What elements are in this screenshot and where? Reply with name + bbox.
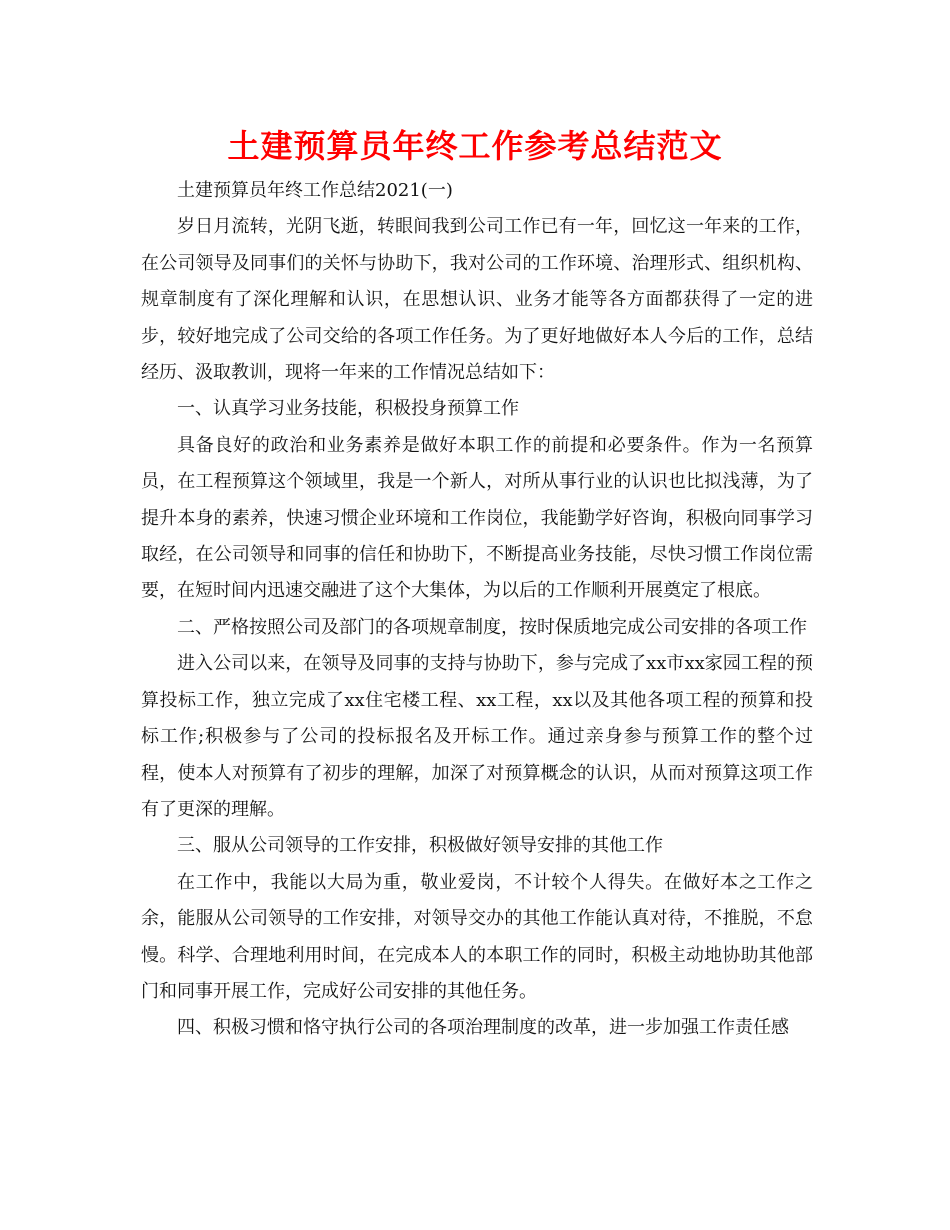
paragraph: 土建预算员年终工作总结2021(一)	[177, 180, 453, 201]
paragraph: 在工作中，我能以大局为重，敬业爱岗，不计较个人得失。在做好本之工作之余，能服从公司领导的工作安排，对领导交办的其他工作能认真对待，不推脱，不怠慢。科学、合理地利用时间，在完成本人的本职工作的同时，积极主动地协助其他部门和同事开展工作，完成好公司安排的其他任务。	[141, 871, 813, 1002]
section-heading: 四、积极习惯和恪守执行公司的各项治理制度的改革，进一步加强工作责任感	[177, 1017, 789, 1039]
section-heading: 一、认真学习业务技能，积极投身预算工作	[177, 398, 519, 420]
document-title: 土建预算员年终工作参考总结范文	[227, 127, 723, 165]
section-heading: 二、严格按照公司及部门的各项规章制度，按时保质地完成公司安排的各项工作	[177, 616, 807, 638]
paragraph: 进入公司以来，在领导及同事的支持与协助下，参与完成了xx市xx家园工程的预算投标工作，独立完成了xx住宅楼工程、xx工程，xx以及其他各项工程的预算和投标工作;积极参与了公司的投标报名及开标工作。通过亲身参与预算工作的整个过程，使本人对预算有了初步的理解，加深了对预算概念的认识，从而对预算这项工作有了更深的理解。	[141, 653, 813, 820]
section-heading: 三、服从公司领导的工作安排，积极做好领导安排的其他工作	[177, 835, 663, 857]
paragraph: 岁日月流转，光阴飞逝，转眼间我到公司工作已有一年，回忆这一年来的工作，在公司领导及同事们的关怀与协助下，我对公司的工作环境、治理形式、组织机构、规章制度有了深化理解和认识，在思想认识、业务才能等各方面都获得了一定的进步，较好地完成了公司交给的各项工作任务。为了更好地做好本人今后的工作，总结经历、汲取教训，现将一年来的工作情况总结如下：	[141, 216, 813, 384]
paragraph: 具备良好的政治和业务素养是做好本职工作的前提和必要条件。作为一名预算员，在工程预算这个领域里，我是一个新人，对所从事行业的认识也比拟浅薄，为了提升本身的素养，快速习惯企业环境和工作岗位，我能勤学好咨询，积极向同事学习取经，在公司领导和同事的信任和协助下，不断提高业务技能，尽快习惯工作岗位需要，在短时间内迅速交融进了这个大集体，为以后的工作顺利开展奠定了根底。	[141, 434, 813, 602]
document-body	[141, 173, 813, 1047]
